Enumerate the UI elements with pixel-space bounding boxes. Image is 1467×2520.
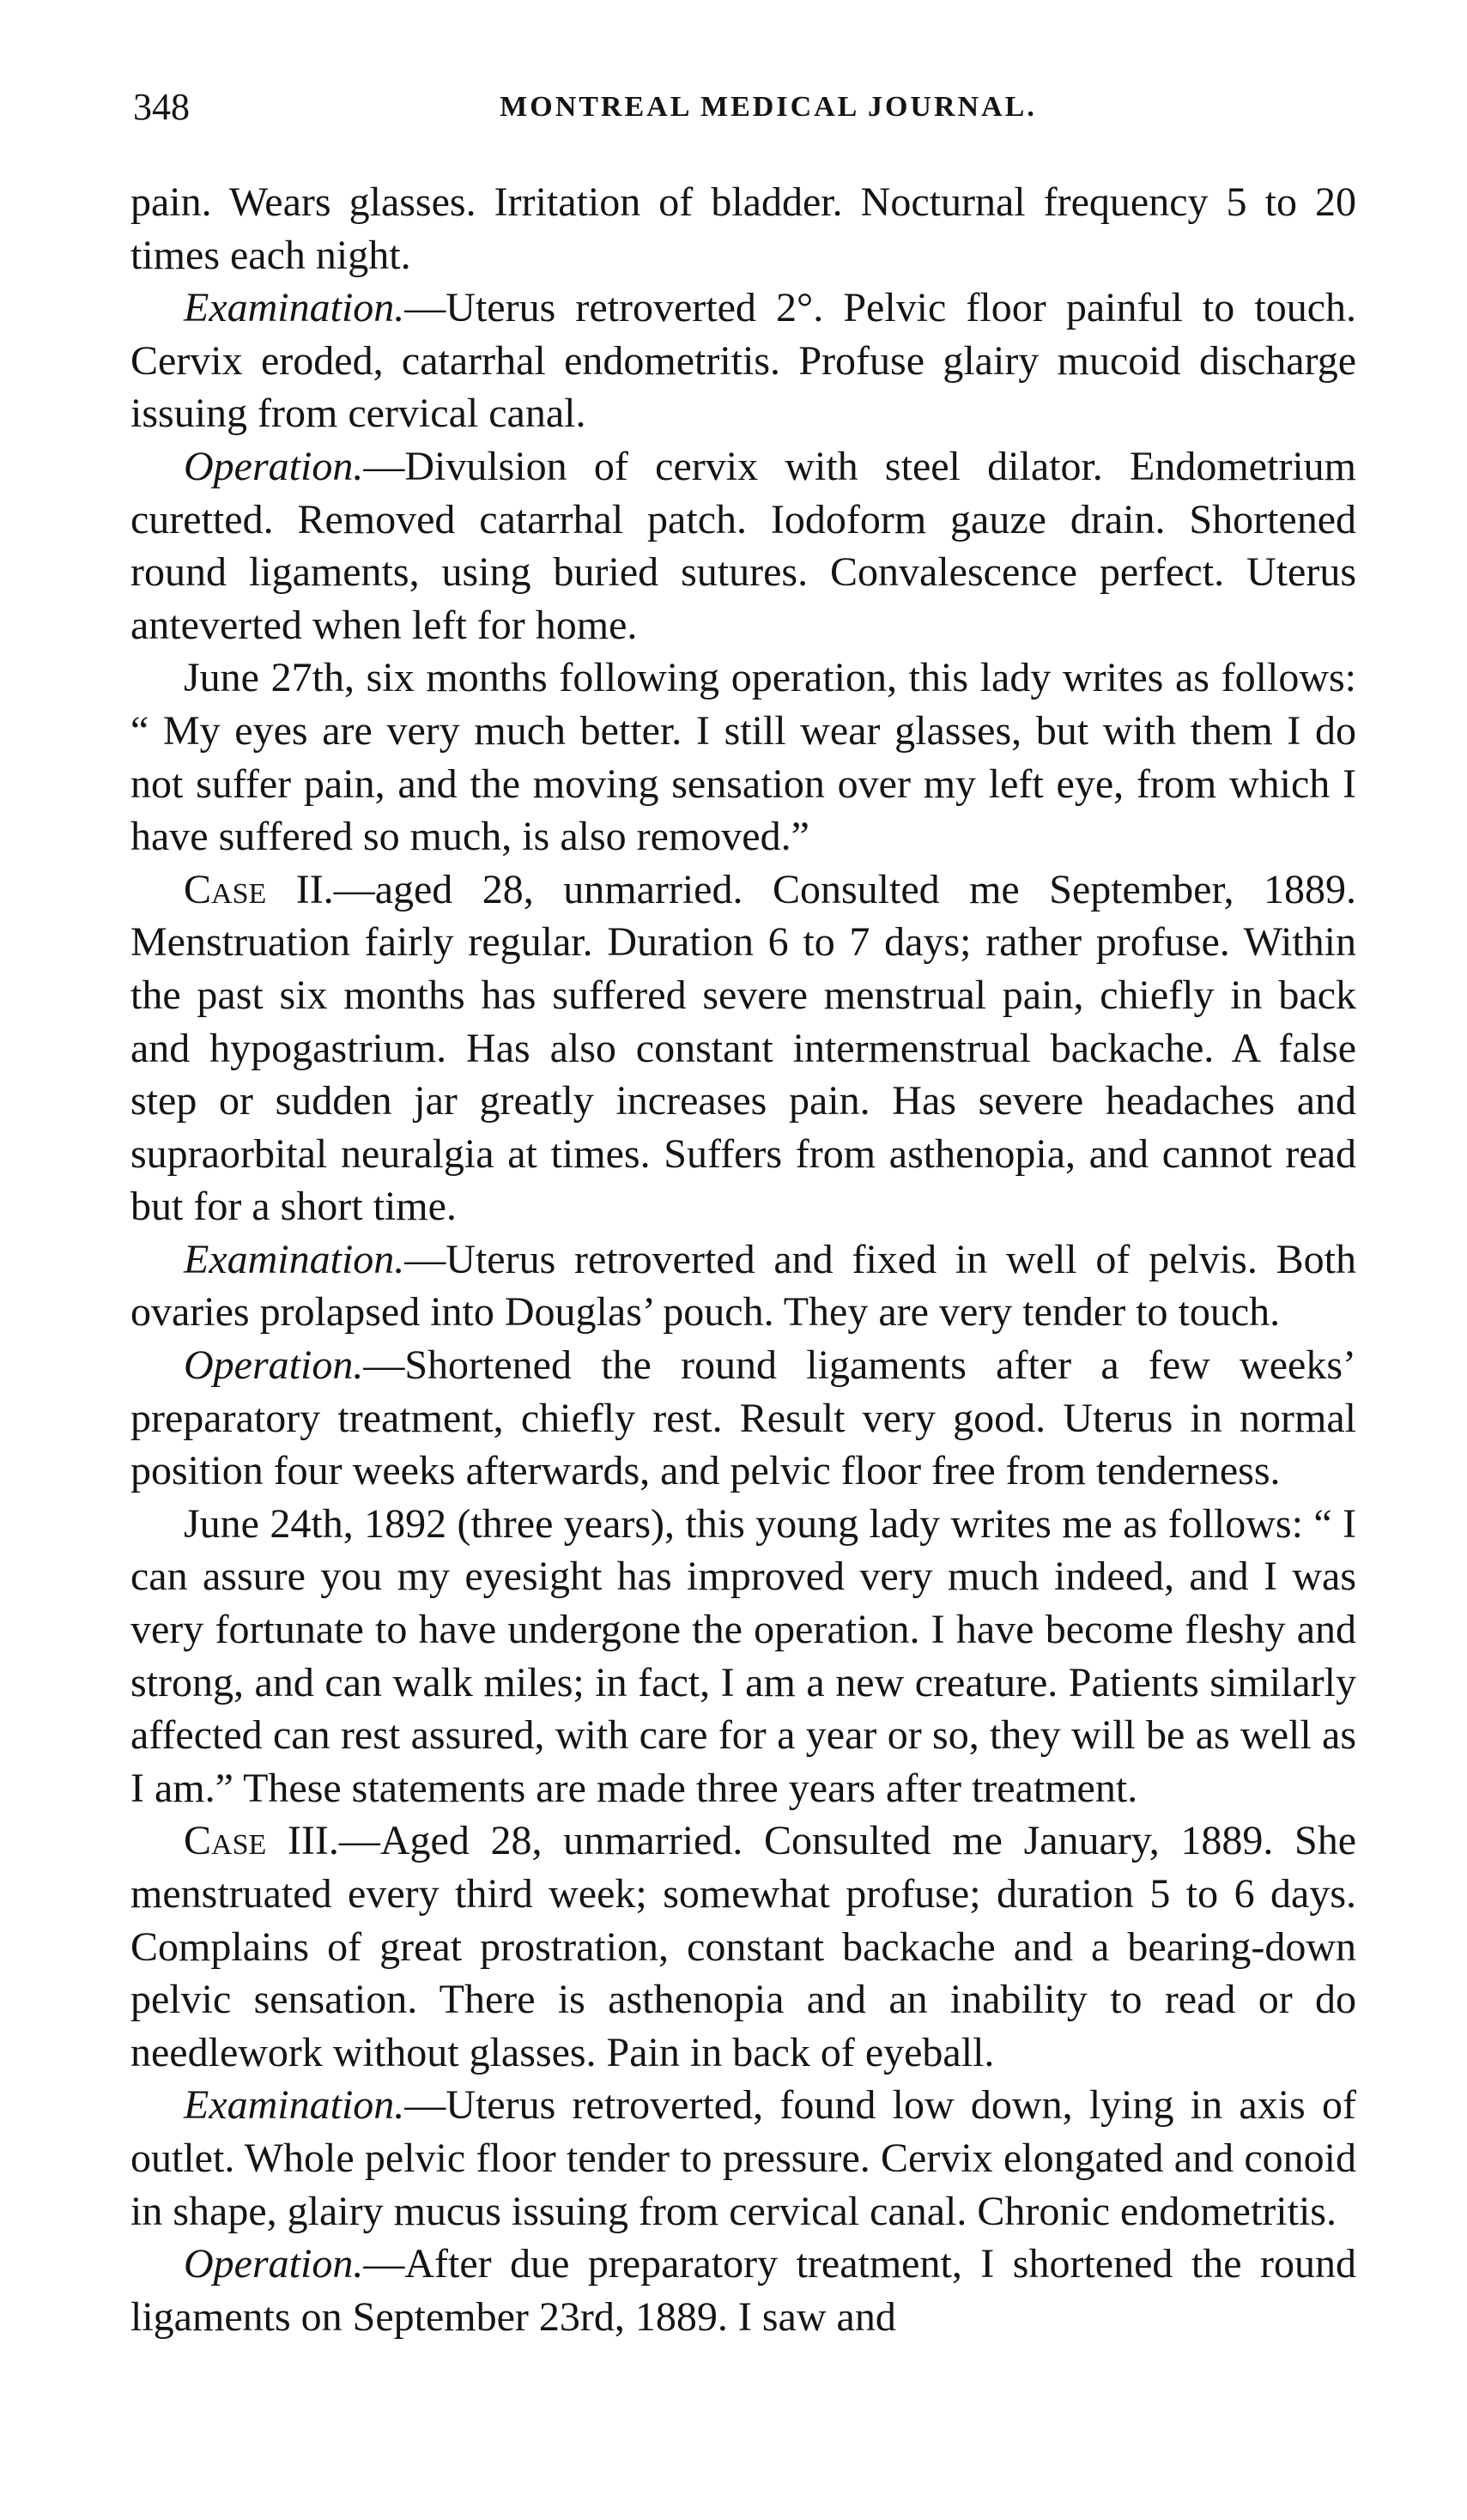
paragraph-continuation: [130, 176, 1356, 282]
paragraph-lead: Case II.: [184, 866, 334, 912]
paragraph-operation-case-3: [130, 2238, 1356, 2343]
paragraph-examination-case-2: [130, 1233, 1356, 1339]
paragraph-lead: Examination.: [184, 2082, 405, 2129]
paragraph-operation-case-2: [130, 1339, 1356, 1498]
page-number: 348: [133, 86, 190, 128]
paragraph-examination-case-1: [130, 282, 1356, 440]
paragraph-text: —Aged 28, unmarried. Consulted me January, 1889. She menstruated every third week; somewhat profuse; duration 5 to 6 days. Complains of great prostration, constant backache and a bearing-down pelvic sensation. There is asthenopia and an inability to read or do needlework without glasses. Pain in back of eyeball.: [130, 1818, 1357, 2075]
paragraph-text: —Divulsion of cervix with steel dilator. Endometrium curetted. Removed catarrhal patch. Iodoform gauze drain. Shortened round ligaments, using buried sutures. Convalescence perfect. Uterus anteverted when left for home.: [130, 443, 1356, 648]
paragraph-text: —Shortened the round ligaments after a few weeks’ preparatory treatment, chiefly rest. Result very good. Uterus in normal position four weeks afterwards, and pelvic floor free from tenderness.: [130, 1342, 1356, 1494]
paragraph-text: —aged 28, unmarried. Consulted me September, 1889. Menstruation fairly regular. Duration 6 to 7 days; rather profuse. Within the past six months has suffered severe menstrual pain, chiefly in back and hypogastrium. Has also constant intermenstrual backache. A false step or sudden jar greatly increases pain. Has severe headaches and supraorbital neuralgia at times. Suffers from asthenopia, and cannot read but for a short time.: [130, 866, 1357, 1230]
journal-title: MONTREAL MEDICAL JOURNAL.: [500, 91, 1037, 123]
article-body: [130, 176, 1356, 2343]
paragraph-text: June 24th, 1892 (three years), this young lady writes me as follows: “ I can assure you my eyesight has improved very much indeed, and I was very fortunate to have undergone the operation. I have become fleshy and strong, and can walk miles; in fact, I am a new creature. Patients similarly affected can rest assured, with care for a year or so, they will be as well as I am.” These statements are made three years after treatment.: [130, 1500, 1356, 1811]
paragraph-case-2: [130, 863, 1356, 1233]
paragraph-lead: Operation.: [184, 1342, 364, 1389]
paragraph-follow-up-case-1: [130, 651, 1356, 863]
paragraph-operation-case-1: [130, 440, 1356, 651]
paragraph-lead: Examination.: [184, 285, 405, 331]
paragraph-follow-up-case-2: [130, 1498, 1356, 1815]
paragraph-text: —Uterus retroverted, found low down, lying in axis of outlet. Whole pelvic floor tender to pressure. Cervix elongated and conoid in shape, glairy mucus issuing from cervical canal. Chronic endometritis.: [130, 2082, 1356, 2234]
paragraph-lead: Case III.: [184, 1818, 339, 1864]
paragraph-lead: Operation.: [184, 2241, 364, 2287]
paragraph-lead: Operation.: [184, 443, 364, 489]
paragraph-case-3: [130, 1814, 1356, 2079]
paragraph-text: —Uterus retroverted and fixed in well of pelvis. Both ovaries prolapsed into Douglas’ pouch. They are very tender to touch.: [130, 1236, 1356, 1336]
running-head: [133, 82, 1352, 133]
paragraph-examination-case-3: [130, 2079, 1356, 2238]
paragraph-text: —After due preparatory treatment, I shortened the round ligaments on September 23rd, 1889. I saw and: [130, 2241, 1356, 2340]
paragraph-lead: Examination.: [184, 1236, 405, 1282]
paragraph-text: pain. Wears glasses. Irritation of bladder. Nocturnal frequency 5 to 20 times each night.: [130, 179, 1356, 278]
paragraph-text: June 27th, six months following operation, this lady writes as follows: “ My eyes are very much better. I still wear glasses, but with them I do not suffer pain, and the moving sensation over my left eye, from which I have suffered so much, is also removed.”: [130, 655, 1356, 860]
paragraph-text: —Uterus retroverted 2°. Pelvic floor painful to touch. Cervix eroded, catarrhal endometritis. Profuse glairy mucoid discharge issuing from cervical canal.: [130, 285, 1356, 437]
